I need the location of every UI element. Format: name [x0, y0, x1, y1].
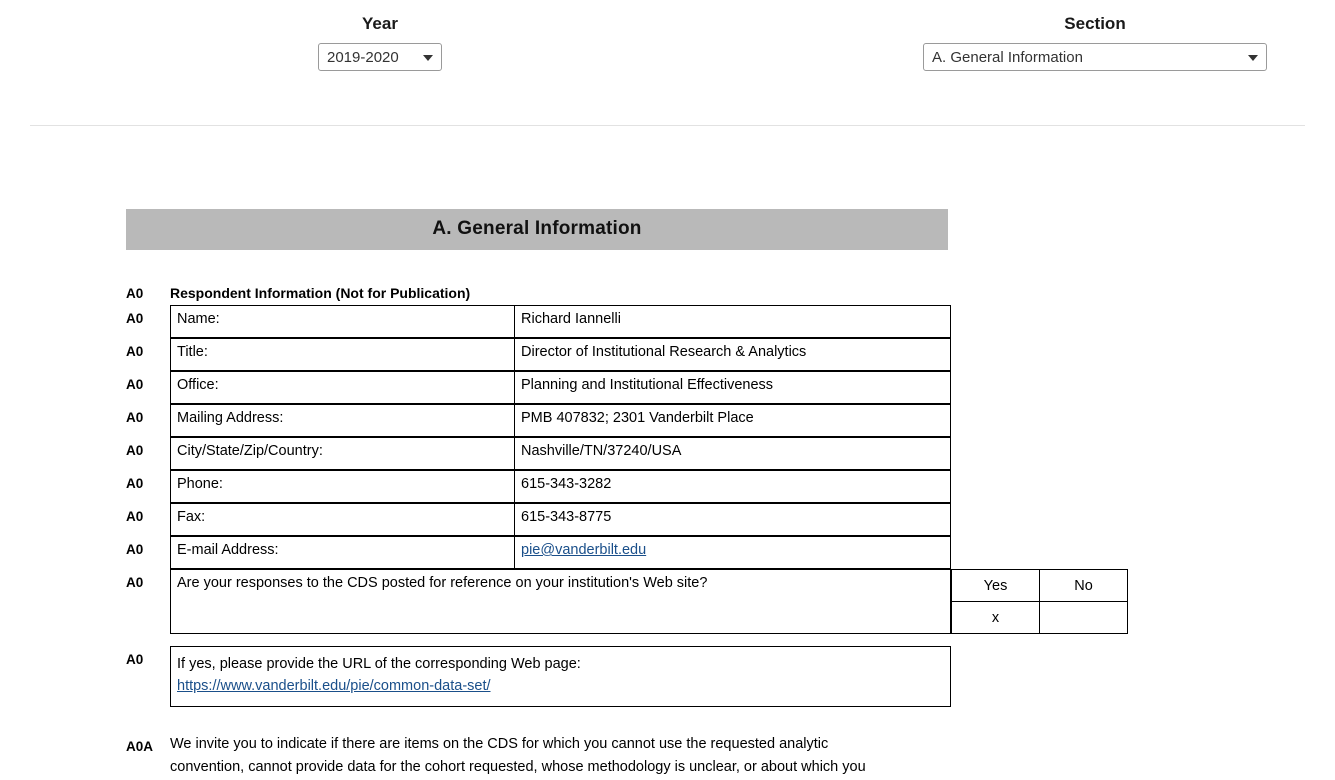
section-selector-group [920, 14, 1270, 71]
field-table [170, 536, 951, 569]
field-value: 615-343-3282 [515, 471, 951, 503]
selector-bar [30, 0, 1305, 126]
field-value-email [515, 537, 951, 569]
invitation-paragraph [170, 733, 930, 780]
year-select-wrapper [318, 43, 442, 71]
table-row [952, 570, 1128, 602]
field-value: PMB 407832; 2301 Vanderbilt Place [515, 405, 951, 437]
year-label: Year [362, 14, 398, 33]
section-title-banner: A. General Information [126, 209, 948, 250]
url-prompt: If yes, please provide the URL of the corresponding Web page: [177, 656, 581, 672]
table-row [171, 537, 951, 569]
item-code: A0 [126, 286, 144, 301]
field-row [126, 338, 1335, 371]
item-code: A0 [126, 542, 144, 557]
cds-url-link[interactable]: https://www.vanderbilt.edu/pie/common-data-set/ [177, 678, 491, 695]
field-label: E-mail Address: [171, 537, 515, 569]
email-link[interactable]: pie@vanderbilt.edu [521, 542, 647, 558]
table-row [171, 306, 951, 338]
table-row [171, 504, 951, 536]
table-row [171, 339, 951, 371]
table-row [171, 438, 951, 470]
field-row [126, 470, 1335, 503]
item-code: A0 [126, 311, 144, 326]
field-label: Name: [171, 306, 515, 338]
yes-answer-cell[interactable]: x [952, 602, 1040, 634]
field-table [170, 503, 951, 536]
field-label: Phone: [171, 471, 515, 503]
table-row [171, 372, 951, 404]
table-row [171, 647, 951, 707]
yes-no-table [951, 569, 1128, 634]
website-question-row [126, 569, 1335, 634]
item-code: A0 [126, 509, 144, 524]
field-table [170, 470, 951, 503]
field-table [170, 305, 951, 338]
section-label: Section [1064, 14, 1126, 33]
url-cell [171, 647, 951, 707]
item-code: A0 [126, 476, 144, 491]
field-row [126, 305, 1335, 338]
field-label: Office: [171, 372, 515, 404]
field-row [126, 536, 1335, 569]
invitation-line-1: We invite you to indicate if there are items on the CDS for which you cannot use the requested analytic [170, 736, 829, 752]
field-value: Planning and Institutional Effectiveness [515, 372, 951, 404]
field-row [126, 371, 1335, 404]
field-label: Mailing Address: [171, 405, 515, 437]
website-question-table [170, 569, 951, 634]
year-selector-group [285, 14, 475, 71]
field-label: Title: [171, 339, 515, 371]
field-table [170, 404, 951, 437]
item-code: A0 [126, 652, 144, 667]
website-question-text: Are your responses to the CDS posted for reference on your institution's Web site? [171, 570, 951, 634]
item-code: A0 [126, 344, 144, 359]
field-label: Fax: [171, 504, 515, 536]
table-row [952, 602, 1128, 634]
cds-document [0, 126, 1335, 780]
invitation-line-2: convention, cannot provide data for the cohort requested, whose methodology is unclear, or about which you [170, 759, 866, 776]
field-value: Director of Institutional Research & Analytics [515, 339, 951, 371]
item-code: A0 [126, 443, 144, 458]
table-row [171, 570, 951, 634]
table-row [171, 405, 951, 437]
field-table [170, 338, 951, 371]
yes-header: Yes [952, 570, 1040, 602]
url-row [126, 646, 1335, 707]
no-header: No [1040, 570, 1128, 602]
item-code: A0 [126, 377, 144, 392]
respondent-heading-text: Respondent Information (Not for Publication) [170, 285, 471, 301]
item-code: A0 [126, 410, 144, 425]
field-table [170, 437, 951, 470]
field-row [126, 437, 1335, 470]
section-select[interactable] [923, 43, 1267, 71]
field-table [170, 371, 951, 404]
table-row [171, 471, 951, 503]
field-label: City/State/Zip/Country: [171, 438, 515, 470]
respondent-heading-row [126, 280, 1335, 301]
field-value: 615-343-8775 [515, 504, 951, 536]
no-answer-cell[interactable] [1040, 602, 1128, 634]
field-row [126, 404, 1335, 437]
item-code: A0A [126, 739, 154, 754]
field-value: Nashville/TN/37240/USA [515, 438, 951, 470]
field-value: Richard Iannelli [515, 306, 951, 338]
field-row [126, 503, 1335, 536]
year-select[interactable] [318, 43, 442, 71]
item-code: A0 [126, 575, 144, 590]
invitation-row [126, 733, 1335, 780]
section-select-wrapper [923, 43, 1267, 71]
url-table [170, 646, 951, 707]
